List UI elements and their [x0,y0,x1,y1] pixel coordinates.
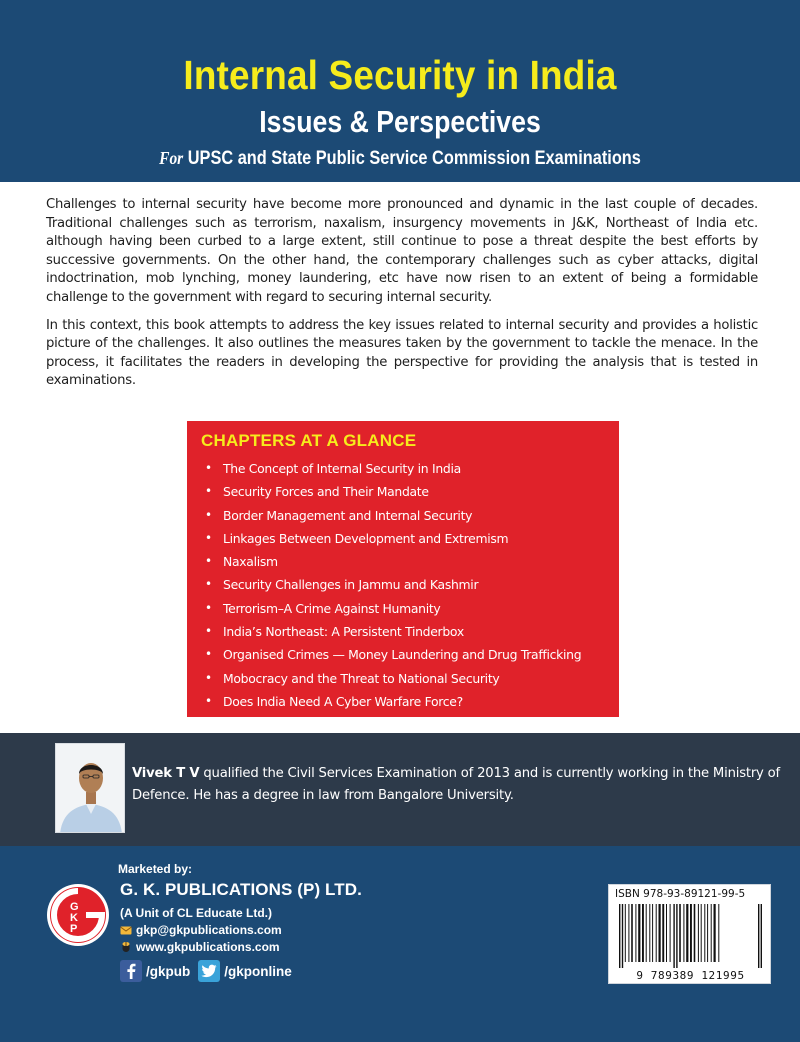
isbn-barcode [608,884,771,984]
tagline-text: UPSC and State Public Service Commission Examinations [187,148,641,169]
barcode-bar [698,904,699,962]
barcode-bar [638,904,640,962]
bullet-icon: • [205,577,212,592]
barcode-bar [625,904,626,962]
book-title: Internal Security in India [183,52,617,98]
mail-icon [120,925,132,936]
barcode-bar [631,904,633,962]
logo-letter: G [70,901,79,913]
mouse-icon [120,941,132,953]
barcode-bars [619,904,762,968]
book-tagline [56,148,744,170]
author-name: Vivek T V [132,766,200,781]
email-text: gkp@gkpublications.com [136,923,282,937]
chapter-label: Naxalism [223,554,278,570]
bullet-icon: • [205,484,212,499]
barcode-digits: 9 789389 121995 [636,969,745,982]
bullet-icon: • [205,670,212,685]
barcode-bar [652,904,653,962]
chapter-label: Terrorism–A Crime Against Humanity [223,600,441,616]
barcode-bar [659,904,661,962]
barcode-bar [656,904,657,962]
book-subtitle: Issues & Perspectives [259,104,541,139]
chapter-label: India’s Northeast: A Persistent Tinderbox [223,624,464,640]
barcode-bar [676,904,677,968]
barcode-bar [683,904,684,962]
bullet-icon: • [205,624,212,639]
marketed-by-label: Marketed by: [118,862,193,876]
barcode-bar [679,904,681,962]
barcode-bar [704,904,705,962]
barcode-bar [673,904,674,968]
chapter-item [201,597,607,620]
barcode-bar [666,904,667,962]
facebook-handle[interactable]: /gkpub [146,963,191,979]
barcode-bar [718,904,719,962]
social-links [120,960,292,982]
chapter-item [201,527,607,550]
chapter-label: Organised Crimes — Money Laundering and Drug Trafficking [223,647,582,663]
chapter-item [201,504,607,527]
description-paragraph: In this context, this book attempts to address the key issues related to internal security and provides a holistic picture of the challenges. It also outlines the measures taken by the government to tackle the menace. In the process, it facilitates the readers in developing the perspective for providing the analysis that is tested in examinations. [46,317,758,389]
twitter-handle[interactable]: /gkponline [224,963,292,979]
book-description [46,196,758,391]
tagline-prefix: For [159,148,184,168]
logo-letter: P [70,923,78,935]
website-text: www.gkpublications.com [136,940,280,954]
bullet-icon: • [205,461,212,475]
chapter-item [201,480,607,503]
publisher-email[interactable] [120,923,282,937]
barcode-bar [646,904,647,962]
barcode-bar [642,904,644,962]
barcode-bar [628,904,629,962]
publisher-name: G. K. PUBLICATIONS (P) LTD. [120,880,362,899]
chapters-heading: CHAPTERS AT A GLANCE [201,431,417,450]
bullet-icon: • [205,647,212,662]
barcode-bar [694,904,696,962]
chapter-item [201,620,607,643]
barcode-bar [714,904,716,962]
chapter-label: Mobocracy and the Threat to National Security [223,670,500,686]
bullet-icon: • [205,507,212,522]
barcode-bar [619,904,620,968]
chapter-label: Security Forces and Their Mandate [223,484,429,500]
barcode-bar [690,904,692,962]
author-bio-text: qualified the Civil Services Examination of 2013 and is currently working in the Ministry of Defence. He has a degree in law from Bangalore University. [132,766,780,803]
bullet-icon: • [205,693,212,708]
bullet-icon: • [205,600,212,615]
barcode-bar [622,904,623,968]
barcode-bar [649,904,650,962]
chapter-item [201,667,607,690]
barcode-bar [701,904,702,962]
barcode-bar [670,904,671,962]
chapter-label: Does India Need A Cyber Warfare Force? [223,693,463,709]
publisher-website[interactable] [120,940,280,954]
barcode-bar [758,904,759,968]
chapter-label: Linkages Between Development and Extremism [223,530,509,546]
chapter-item [201,550,607,573]
barcode-bar [707,904,708,962]
description-paragraph: Challenges to internal security have become more pronounced and dynamic in the last couple of decades. Traditional challenges such as terrorism, naxalism, insurgency movements in J&K, Northeast of India etc. although having been curbed to a large extent, still continue to pose a threat despite the best efforts by successive governments. On the other hand, the contemporary challenges such as cyber attacks, digital indoctrination, mob lynching, money laundering, etc have now risen to an extent of being a formidable challenge to the government with regard to securing internal security. [46,197,758,305]
bullet-icon: • [205,530,212,545]
chapter-label: The Concept of Internal Security in India [223,461,461,476]
author-portrait-icon [56,744,125,833]
chapters-box [187,421,619,717]
publisher-unit: (A Unit of CL Educate Ltd.) [120,906,272,920]
chapter-item [201,457,607,480]
chapter-item [201,643,607,666]
chapter-label: Security Challenges in Jammu and Kashmir [223,577,479,593]
facebook-icon[interactable] [120,960,142,982]
gkp-logo-icon [46,883,110,947]
cover-header [0,0,800,182]
chapter-item [201,690,607,713]
bullet-icon: • [205,554,212,569]
barcode-bar [686,904,688,962]
barcode-bar [662,904,664,962]
twitter-icon[interactable] [198,960,220,982]
isbn-label: ISBN 978-93-89121-99-5 [615,888,746,900]
barcode-bar [761,904,762,968]
chapter-item [201,573,607,596]
barcode-bar [635,904,636,962]
author-photo [55,743,125,833]
author-bio [132,763,782,807]
barcode-bar [711,904,712,962]
author-band [0,733,800,846]
logo-letter: K [70,912,78,924]
chapter-label: Border Management and Internal Security [223,507,473,523]
